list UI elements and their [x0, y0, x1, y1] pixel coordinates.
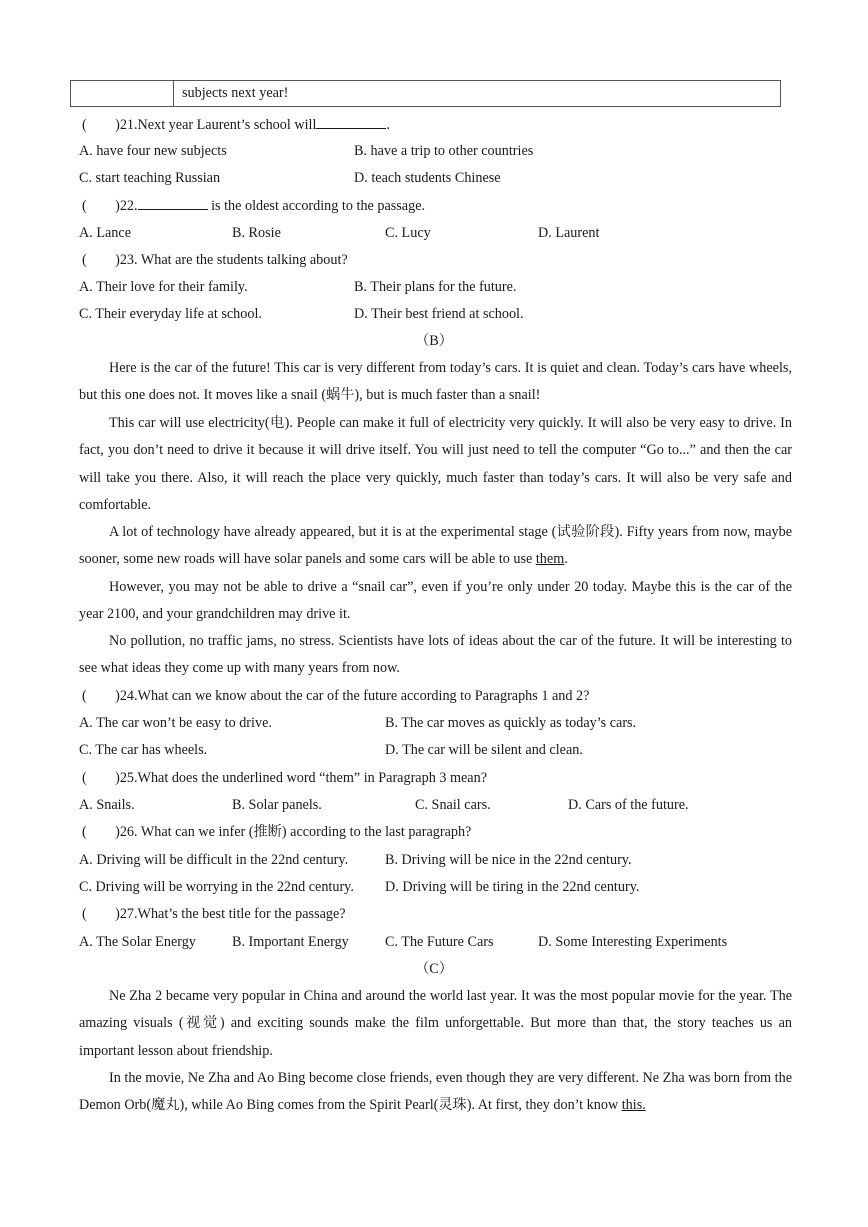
paragraph-3-text: A lot of technology have already appeared, but it is at the experimental stage (试验阶段). Fifty years from now, maybe sooner, some new roads will have solar panels and some cars will be able to use [79, 524, 792, 568]
answer-blank [138, 195, 208, 210]
option-26d: D. Driving will be tiring in the 22nd century. [385, 879, 640, 895]
option-22c: C. Lucy [385, 225, 431, 241]
question-22-suffix: is the oldest according to the passage. [207, 198, 426, 214]
section-c-label: （C） [415, 961, 453, 977]
table-cell-text: subjects next year! [182, 85, 289, 101]
option-21c: C. start teaching Russian [79, 170, 221, 186]
passage-b-paragraph-5: No pollution, no traffic jams, no stress. Scientists have lots of ideas about the car of the future. It will be interesting to see what ideas they come up with many years from now. [79, 633, 792, 677]
option-27b: B. Important Energy [232, 934, 349, 950]
option-21d: D. teach students Chinese [354, 170, 501, 186]
question-22-text: ( )22. [82, 198, 138, 214]
option-26b: B. Driving will be nice in the 22nd century. [385, 852, 632, 868]
option-23d: D. Their best friend at school. [354, 306, 524, 322]
option-27d: D. Some Interesting Experiments [538, 934, 728, 950]
question-27: ( )27.What’s the best title for the passage? [82, 906, 346, 922]
question-26: ( )26. What can we infer (推断) according to the last paragraph? [82, 824, 472, 840]
option-22a: A. Lance [79, 225, 131, 241]
passage-b-paragraph-1: Here is the car of the future! This car is very different from today’s cars. It is quiet and clean. Today’s cars have wheels, but this one does not. It moves like a snail (蜗牛), but is much faster than a snail! [79, 360, 792, 404]
option-25c: C. Snail cars. [415, 797, 491, 813]
option-22b: B. Rosie [232, 225, 281, 241]
passage-b-paragraph-3: A lot of technology have already appeared, but it is at the experimental stage (试验阶段). Fifty years from now, maybe sooner, some new roads will have solar panels and some cars will be able to use them. [79, 524, 792, 568]
option-22d: D. Laurent [538, 225, 600, 241]
option-24c: C. The car has wheels. [79, 742, 208, 758]
option-25b: B. Solar panels. [232, 797, 322, 813]
option-23b: B. Their plans for the future. [354, 279, 517, 295]
question-22 [82, 195, 425, 216]
option-24a: A. The car won’t be easy to drive. [79, 715, 272, 731]
passage-b-paragraph-4: However, you may not be able to drive a “snail car”, even if you’re only under 20 today. Maybe this is the car of the year 2100, and your grandchildren may drive it. [79, 579, 792, 623]
question-24: ( )24.What can we know about the car of the future according to Paragraphs 1 and 2? [82, 688, 590, 704]
option-27a: A. The Solar Energy [79, 934, 196, 950]
passage-c-paragraph-2 [79, 1065, 792, 1120]
option-26a: A. Driving will be difficult in the 22nd century. [79, 852, 349, 868]
table-cell-empty [71, 81, 174, 106]
option-23c: C. Their everyday life at school. [79, 306, 262, 322]
option-26c: C. Driving will be worrying in the 22nd century. [79, 879, 354, 895]
passage-b-paragraph-2: This car will use electricity(电). People can make it full of electricity very quickly. It will also be very easy to drive. In fact, you don’t need to drive it because it will drive itself. You will just need to tell the computer “Go to...” and then the car will take you there. Also, it will reach the place very quickly, much faster than today’s cars. It will also be very safe and comfortable. [79, 415, 792, 513]
option-23a: A. Their love for their family. [79, 279, 248, 295]
option-24d: D. The car will be silent and clean. [385, 742, 583, 758]
option-27c: C. The Future Cars [385, 934, 494, 950]
question-21-suffix: . [386, 117, 390, 133]
option-21a: A. have four new subjects [79, 143, 227, 159]
option-25d: D. Cars of the future. [568, 797, 689, 813]
question-21-text: ( )21.Next year Laurent’s school will [82, 117, 317, 133]
underlined-word-them: them [535, 551, 565, 568]
paragraph-c2-text: In the movie, Ne Zha and Ao Bing become close friends, even though they are very different. Ne Zha was born from the Demon Orb(魔丸), while Ao Bing comes from the Spirit Pearl(灵珠). At first, they don’t know [79, 1070, 792, 1114]
option-25a: A. Snails. [79, 797, 135, 813]
question-23: ( )23. What are the students talking about? [82, 252, 348, 268]
passage-c-paragraph-1: Ne Zha 2 became very popular in China and around the world last year. It was the most popular movie for the year. The amazing visuals (视觉) and exciting sounds make the film unforgettable. But more than that, the story teaches us an important lesson about friendship. [79, 988, 792, 1059]
question-25: ( )25.What does the underlined word “them” in Paragraph 3 mean? [82, 770, 487, 786]
table-last-row [70, 80, 781, 107]
option-24b: B. The car moves as quickly as today’s cars. [385, 715, 637, 731]
question-21 [82, 114, 390, 135]
section-b-label: （B） [415, 333, 453, 349]
option-21b: B. have a trip to other countries [354, 143, 534, 159]
answer-blank [316, 114, 386, 129]
underlined-word-this: this. [621, 1097, 646, 1114]
